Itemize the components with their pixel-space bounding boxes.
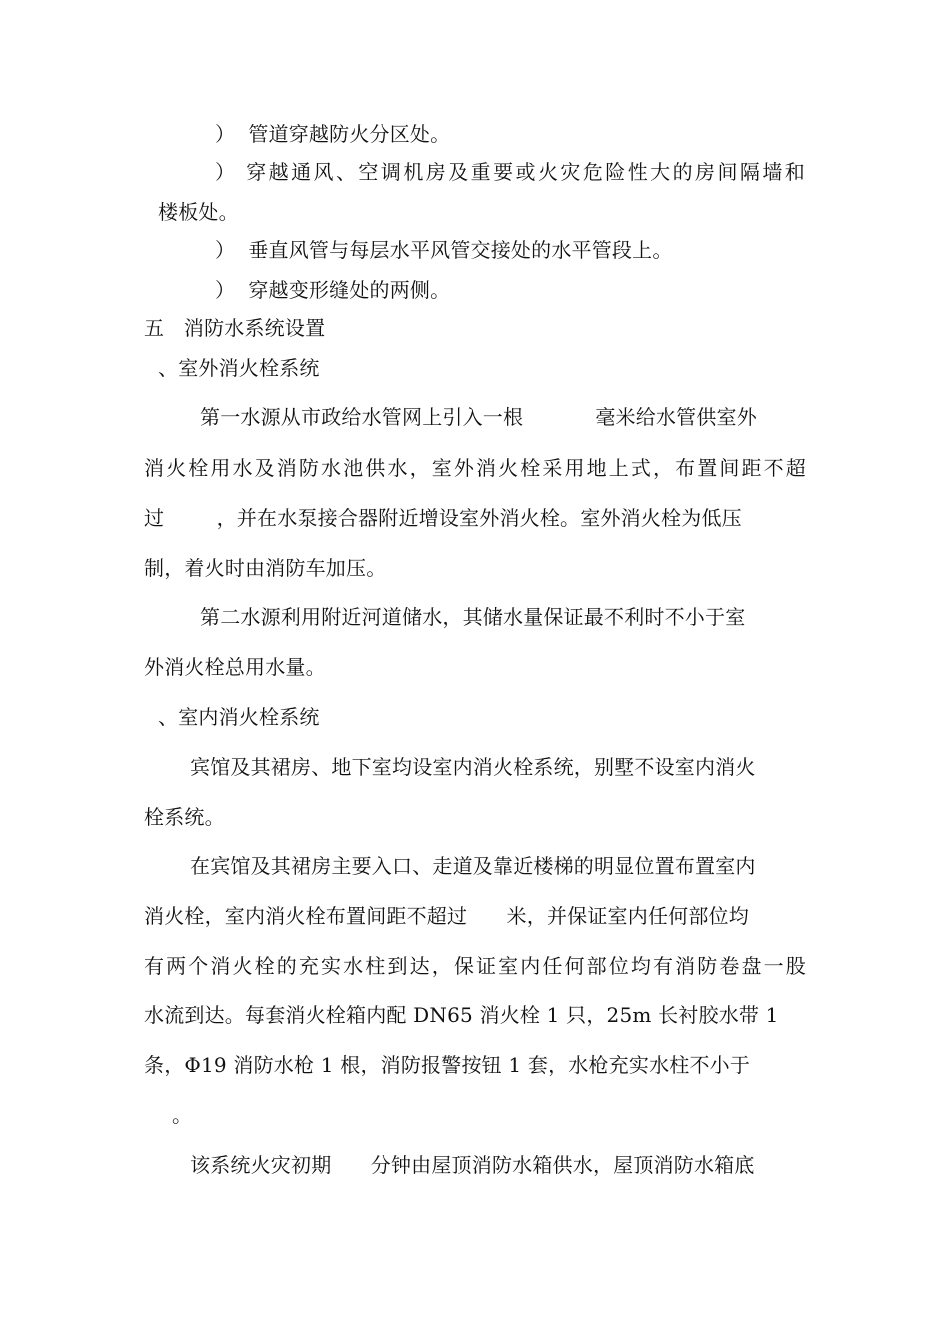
list-item-ventilation-rooms: ） 穿越通风、空调机房及重要或火灾危险性大的房间隔墙和 bbox=[215, 160, 805, 184]
paragraph-indoor-scope-line1: 宾馆及其裙房、地下室均设室内消火栓系统，别墅不设室内消火 bbox=[190, 755, 756, 779]
paragraph-indoor-layout-line5: 条，Φ19 消防水枪 1 根，消防报警按钮 1 套，水枪充实水柱不小于 bbox=[144, 1053, 751, 1077]
paragraph-first-source-line4: 制，着火时由消防车加压。 bbox=[144, 556, 387, 580]
paragraph-indoor-layout-line2: 消火栓，室内消火栓布置间距不超过 米，并保证室内任何部位均 bbox=[144, 904, 749, 928]
section-heading-fire-water: 五 消防水系统设置 bbox=[144, 316, 326, 340]
paragraph-second-source-line2: 外消火栓总用水量。 bbox=[144, 655, 326, 679]
paragraph-indoor-layout-line6: 。 bbox=[172, 1103, 193, 1127]
list-item-ventilation-rooms-cont: 楼板处。 bbox=[158, 200, 239, 224]
list-item-vertical-duct: ） 垂直风管与每层水平风管交接处的水平管段上。 bbox=[215, 238, 673, 262]
paragraph-indoor-scope-line2: 栓系统。 bbox=[144, 805, 225, 829]
paragraph-indoor-layout-line1: 在宾馆及其裙房主要入口、走道及靠近楼梯的明显位置布置室内 bbox=[190, 854, 756, 878]
subsection-heading-outdoor-hydrant: 、室外消火栓系统 bbox=[158, 356, 320, 380]
list-item-fire-zone: ） 管道穿越防火分区处。 bbox=[215, 122, 451, 146]
paragraph-indoor-layout-line4: 水流到达。每套消火栓箱内配 DN65 消火栓 1 只，25m 长衬胶水带 1 bbox=[144, 1003, 779, 1027]
paragraph-second-source-line1: 第二水源利用附近河道储水，其储水量保证最不利时不小于室 bbox=[200, 605, 746, 629]
paragraph-indoor-layout-line3: 有两个消火栓的充实水柱到达，保证室内任何部位均有消防卷盘一股 bbox=[144, 954, 806, 978]
paragraph-first-source-line3: 过 ，并在水泵接合器附近增设室外消火栓。室外消火栓为低压 bbox=[144, 506, 742, 530]
subsection-heading-indoor-hydrant: 、室内消火栓系统 bbox=[158, 705, 320, 729]
paragraph-first-source-line1: 第一水源从市政给水管网上引入一根 毫米给水管供室外 bbox=[200, 405, 757, 429]
list-item-expansion-joint: ） 穿越变形缝处的两侧。 bbox=[215, 278, 451, 302]
paragraph-first-source-line2: 消火栓用水及消防水池供水，室外消火栓采用地上式，布置间距不超 bbox=[144, 456, 806, 480]
paragraph-initial-fire-supply: 该系统火灾初期 分钟由屋顶消防水箱供水，屋顶消防水箱底 bbox=[190, 1153, 755, 1177]
